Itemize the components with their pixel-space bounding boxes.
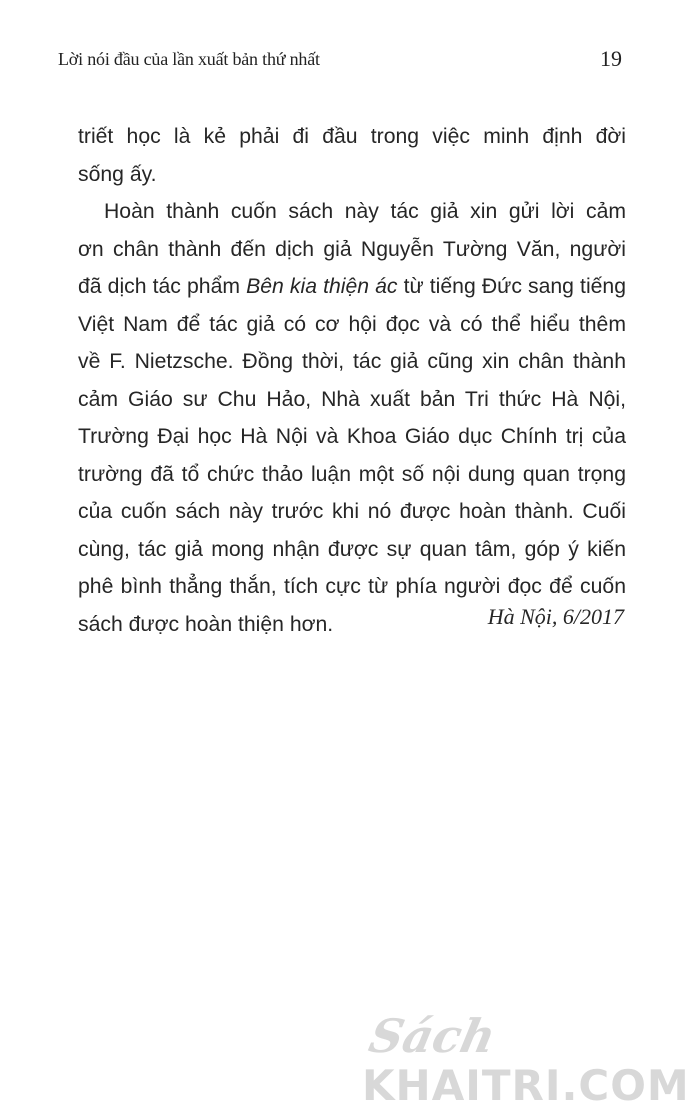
- text-line: ơn chân thành đến dịch giả Nguyễn Tường Văn, người: [78, 237, 626, 261]
- text-segment: từ tiếng Đức sang tiếng: [397, 275, 626, 298]
- text-line: cùng, tác giả mong nhận được sự quan tâm, góp ý kiến: [78, 537, 626, 561]
- watermark-logo: [360, 1000, 690, 1110]
- text-line: phê bình thẳng thắn, tích cực từ phía người đọc để cuốn: [78, 575, 626, 598]
- text-line: sách được hoàn thiện hơn.: [78, 612, 334, 636]
- watermark-script-text: Sách: [364, 1008, 501, 1063]
- text-line: về F. Nietzsche. Đồng thời, tác giả cũng xin chân thành: [78, 350, 626, 373]
- text-line: triết học là kẻ phải đi đầu trong việc minh định đời: [78, 125, 626, 148]
- text-line-with-book-title: [78, 268, 626, 306]
- place-date-signoff: Hà Nội, 6/2017: [487, 604, 624, 629]
- running-header: [58, 46, 622, 76]
- text-line: Việt Nam để tác giả có cơ hội đọc và có thể hiểu thêm: [78, 312, 626, 336]
- watermark-brand-text: KHAITRI.COM: [362, 1061, 690, 1110]
- text-line: cảm Giáo sư Chu Hảo, Nhà xuất bản Tri thức Hà Nội,: [78, 387, 626, 411]
- text-line: sống ấy.: [78, 162, 157, 186]
- text-line: Trường Đại học Hà Nội và Khoa Giáo dục Chính trị của: [78, 425, 626, 448]
- text-line: Hoàn thành cuốn sách này tác giả xin gửi lời cảm: [104, 200, 626, 223]
- chapter-title: Lời nói đầu của lần xuất bản thứ nhất: [58, 49, 320, 69]
- page-number: 19: [600, 46, 622, 71]
- text-segment: đã dịch tác phẩm: [78, 275, 247, 298]
- book-title: Bên kia thiện ác: [246, 275, 398, 298]
- text-line: trường đã tổ chức thảo luận một số nội dung quan trọng: [78, 462, 626, 486]
- text-line: của cuốn sách này trước khi nó được hoàn thành. Cuối: [78, 500, 626, 523]
- body-text: [78, 118, 626, 643]
